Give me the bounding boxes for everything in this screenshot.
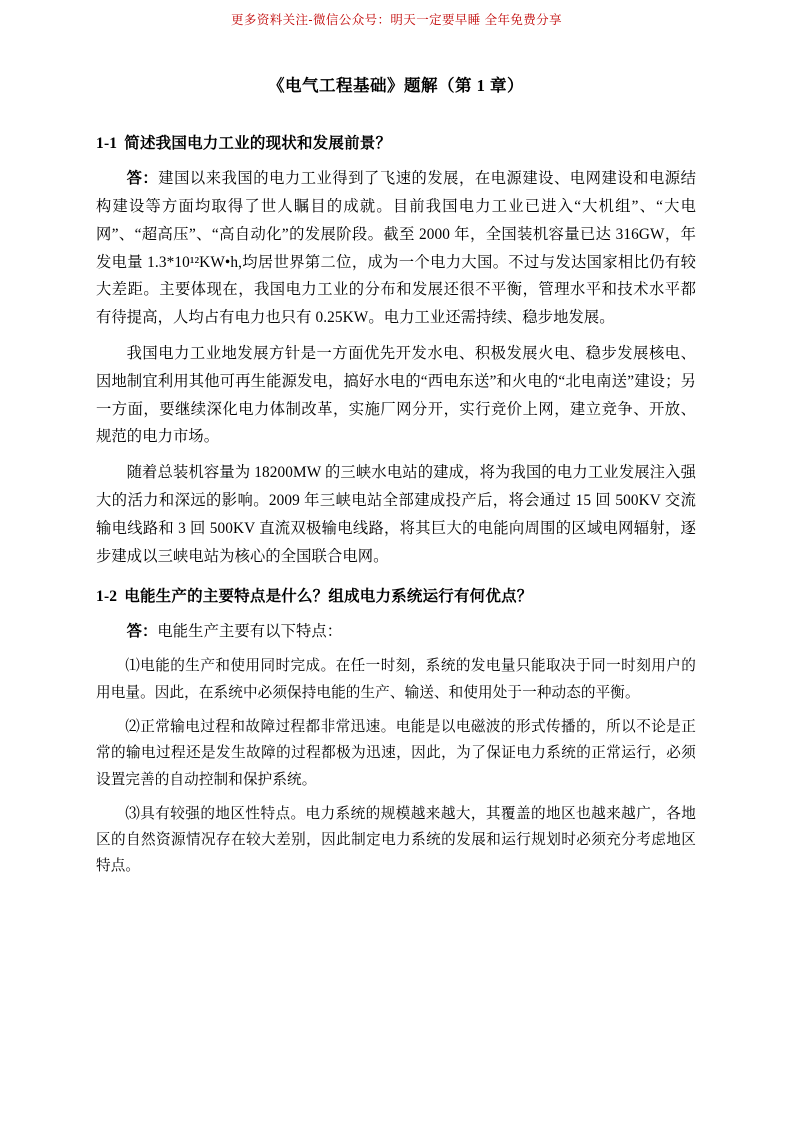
paragraph: 我国电力工业地发展方针是一方面优先开发水电、积极发展火电、稳步发展核电、因地制宜利用其他可再生能源发电，搞好水电的“西电东送”和火电的“北电南送”建设；另一方面，要继续深化电力体制改革，实施厂网分开，实行竞价上网，建立竞争、开放、规范的电力市场。 [96,344,696,446]
watermark-banner: 更多资料关注-微信公众号：明天一定要早睡 全年免费分享 [231,13,562,27]
paragraph: ⑴电能的生产和使用同时完成。在任一时刻，系统的发电量只能取决于同一时刻用户的用电量。因此，在系统中必须保持电能的生产、输送、和使用处于一种动态的平衡。 [96,658,696,701]
paragraph: ⑶具有较强的地区性特点。电力系统的规模越来越大，其覆盖的地区也越来越广，各地区的自然资源情况存在较大差别，因此制定电力系统的发展和运行规划时必须充分考虑地区特点。 [96,805,696,875]
answer-paragraph [96,618,696,646]
answer-paragraph [96,165,696,332]
answer-label: 答： [126,170,159,188]
answer-label: 答： [126,622,158,640]
question-heading-1-1 [96,132,696,156]
question-text-1-2: 电能生产的主要特点是什么？组成电力系统运行有何优点？ [124,587,533,605]
page-title: 《电气工程基础》题解（第 1 章） [268,76,524,95]
answer-text: 电能生产主要有以下特点： [157,622,343,640]
question-number-1-2: 1-2 [96,587,118,605]
question-number-1-1: 1-1 [96,135,118,152]
question-text-1-1: 简述我国电力工业的现状和发展前景？ [124,135,392,152]
answer-text: 建国以来我国的电力工业得到了飞速的发展，在电源建设、电网建设和电源结构建设等方面均取得了世人瞩目的成就。目前我国电力工业已进入“大机组”、“大电网”、“超高压”、“高自动化”的发展阶段。截至 2000 年，全国装机容量已达 316GW，年发电量 1.3*10¹²KW•h,均居世界第二位，成为一个电力大国。不过与发达国家相比仍有较大差距。主要体现在，我国电力工业的分布和发展还很不平衡，管理水平和技术水平都有待提高，人均占有电力也只有 0.25KW。电力工业还需持续、稳步地发展。 [96,170,697,327]
paragraph: 随着总装机容量为 18200MW 的三峡水电站的建成，将为我国的电力工业发展注入强大的活力和深远的影响。2009 年三峡电站全部建成投产后，将会通过 15 回 500KV 交流输电线路和 3 回 500KV 直流双极输电线路，将其巨大的电能向周围的区域电网辐射，逐步建成以三峡电站为核心的全国联合电网。 [96,464,696,565]
paragraph: ⑵正常输电过程和故障过程都非常迅速。电能是以电磁波的形式传播的，所以不论是正常的输电过程还是发生故障的过程都极为迅速，因此，为了保证电力系统的正常运行，必须设置完善的自动控制和保护系统。 [96,718,696,788]
document-body [96,72,696,882]
question-heading-1-2 [96,585,696,609]
